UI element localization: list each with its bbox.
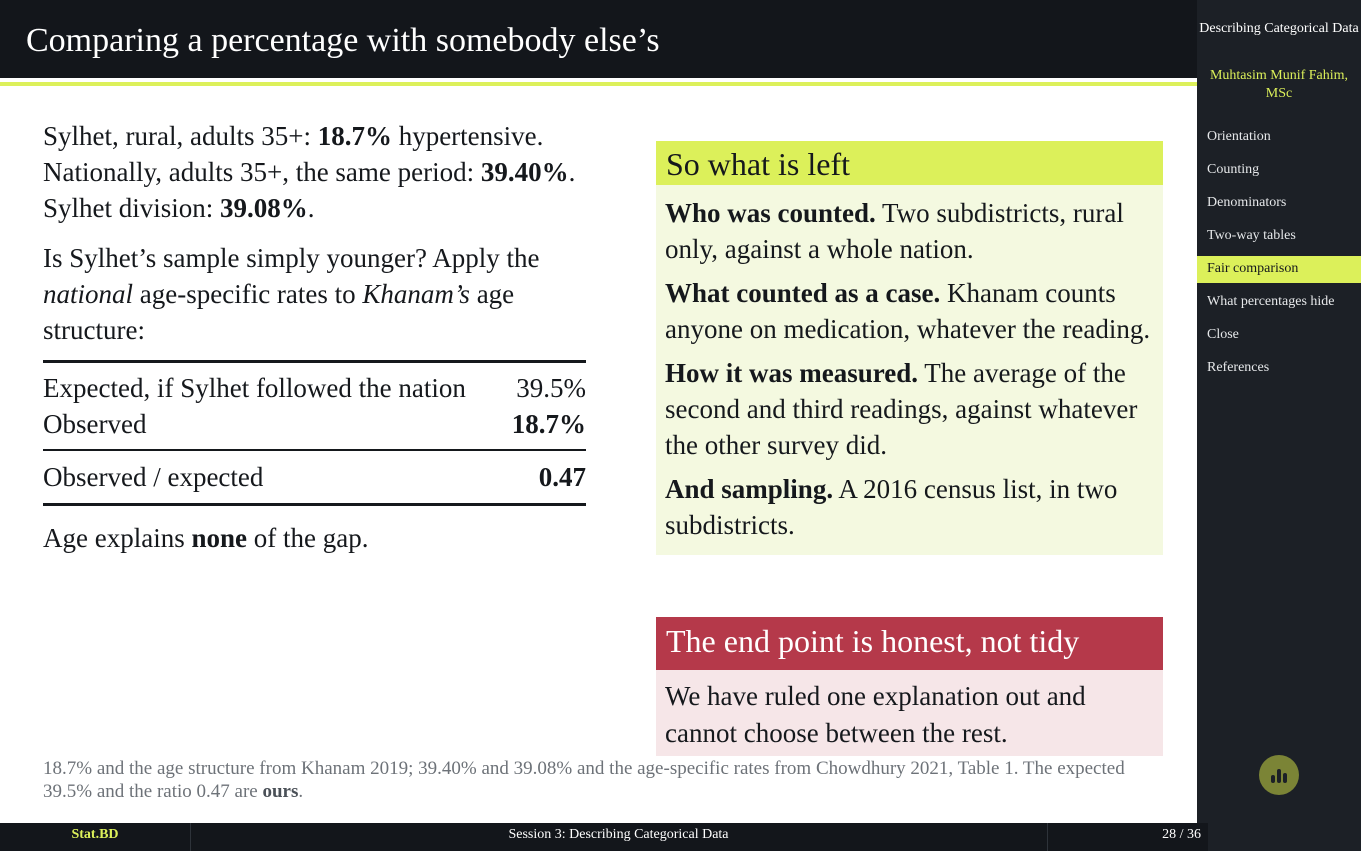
footnote-emphasis: ours (262, 781, 299, 802)
callout-item-title: And sampling. (665, 474, 834, 504)
rate-text: hypertensive. (391, 121, 544, 151)
sidebar-item-fair-comparison[interactable]: Fair comparison (1197, 256, 1361, 283)
sidebar-item-close[interactable]: Close (1207, 327, 1239, 342)
row-label: Expected, if Sylhet followed the nation (43, 362, 505, 407)
question-paragraph (43, 240, 588, 348)
question-text: age structure: (43, 279, 515, 345)
footnote-text: . (298, 781, 304, 802)
rate-text: Nationally, adults 35+, the same period: (43, 157, 481, 187)
callout-item-text: Two subdistricts, rural only, against a whole nation. (665, 198, 1124, 264)
sidebar-item-two-way-tables[interactable]: Two-way tables (1207, 228, 1296, 243)
rate-text: Sylhet, rural, adults 35+: (43, 121, 318, 151)
table-row (43, 406, 586, 450)
callout-item (665, 471, 1154, 543)
question-emphasis: national (43, 279, 134, 309)
sidebar-nav (1197, 124, 1361, 388)
callout-heading: So what is left (656, 141, 1163, 185)
sidebar-item-orientation[interactable]: Orientation (1207, 129, 1271, 144)
slide-header (0, 0, 1197, 78)
left-column (43, 118, 588, 556)
sidebar-title[interactable]: Describing Categorical Data (1199, 21, 1359, 36)
footnote-text: 18.7% and the age structure from Khanam 2019; 39.40% and 39.08% and the age-specific rates from Chowdhury 2021, Table 1. The expected 39.5% and the ratio 0.47 are (43, 758, 1125, 802)
end-callout-body (656, 670, 1163, 756)
rate-text: . (307, 193, 315, 223)
question-text: age-specific rates to (133, 279, 363, 309)
callout-item-text: A 2016 census list, in two subdistricts. (665, 474, 1118, 540)
row-value: 0.47 (505, 450, 586, 505)
footer-session: Session 3: Describing Categorical Data (190, 823, 1048, 851)
callout-item-title: Who was counted. (665, 198, 876, 228)
rates-paragraph (43, 118, 588, 226)
rate-text: . (568, 157, 576, 187)
callout-item (665, 195, 1154, 267)
callout-item (665, 275, 1154, 347)
slide-title: Comparing a percentage with somebody else’s (26, 22, 660, 59)
end-callout-heading: The end point is honest, not tidy (656, 617, 1163, 670)
table-row (43, 362, 586, 407)
callout-item-text: Khanam counts anyone on medication, whatever the reading. (665, 278, 1151, 344)
row-value: 39.5% (505, 362, 586, 407)
row-label: Observed (43, 409, 147, 439)
division-rate: 39.08% (220, 193, 308, 223)
end-point-callout (656, 617, 1163, 756)
row-label: Observed / expected (43, 450, 505, 505)
sidebar-item-what-percentages-hide[interactable]: What percentages hide (1207, 294, 1335, 309)
so-what-callout (656, 141, 1163, 555)
sylhet-rate: 18.7% (317, 121, 392, 151)
sidebar (1197, 0, 1361, 851)
conclusion-text: Age explains (43, 523, 192, 553)
footer-brand: Stat.BD (0, 823, 191, 851)
callout-item-title: What counted as a case. (665, 278, 941, 308)
row-value: 18.7% (511, 409, 586, 439)
sidebar-item-counting[interactable]: Counting (1207, 162, 1260, 177)
page-number-text: 28 / 36 (1162, 827, 1201, 842)
end-callout-text: We have ruled one explanation out and cannot choose between the rest. (665, 681, 1086, 748)
footer-bar (0, 823, 1208, 851)
rate-text: Sylhet division: (43, 193, 221, 223)
sidebar-item-references[interactable]: References (1207, 360, 1270, 375)
title-rule (0, 82, 1197, 86)
conclusion-text: of the gap. (247, 523, 369, 553)
callout-body (656, 185, 1163, 555)
callout-item-title: How it was measured. (665, 358, 918, 388)
question-text: Is Sylhet’s sample simply younger? Apply the (43, 243, 540, 273)
conclusion-emphasis: none (191, 523, 247, 553)
sidebar-item-denominators[interactable]: Denominators (1207, 195, 1287, 210)
bar-chart-glyph (1259, 755, 1299, 795)
conclusion-paragraph (43, 520, 588, 556)
callout-item-text: The average of the second and third readings, against whatever the other survey did. (665, 358, 1138, 460)
callout-item (665, 355, 1154, 463)
question-emphasis: Khanam’s (362, 279, 470, 309)
table-row (43, 450, 586, 505)
national-rate: 39.40% (480, 157, 569, 187)
comparison-table (43, 360, 586, 506)
sidebar-author: Muhtasim Munif Fahim, MSc (1209, 68, 1349, 101)
footer-page-number (1047, 823, 1208, 851)
bar-chart-icon[interactable] (1259, 755, 1299, 795)
source-footnote (43, 757, 1153, 803)
